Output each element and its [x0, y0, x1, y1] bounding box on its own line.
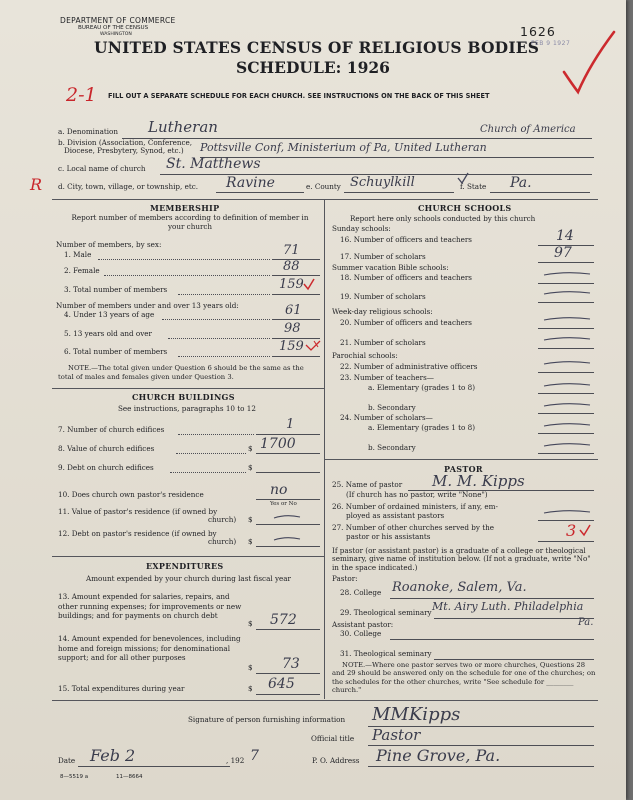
dash-mark-icon: [542, 507, 592, 517]
q13-label: 13. Amount expended for salaries, repairs, and other running expenses; for improvements or new buildings; and for payments on church debt: [58, 592, 242, 621]
q13-value: 572: [270, 612, 297, 628]
local-name-value: St. Matthews: [166, 156, 261, 172]
q10-label: 10. Does church own pastor's residence: [58, 490, 204, 499]
dash-mark-icon: [542, 288, 592, 298]
signature-label: Signature of person furnishing information: [188, 715, 346, 724]
q3-value: 159: [279, 277, 304, 292]
county-label: e. County: [306, 182, 341, 191]
q24b-label: b. Secondary: [368, 443, 416, 452]
q23a-label: a. Elementary (grades 1 to 8): [368, 383, 475, 392]
q2-label: 2. Female: [64, 266, 100, 275]
q5-value: 98: [284, 321, 301, 336]
denomination-value: Lutheran: [148, 118, 218, 136]
q13-dollar: $: [248, 619, 253, 628]
q31-label: 31. Theological seminary: [340, 649, 432, 658]
red-check-icon: [304, 339, 324, 353]
q17-label: 17. Number of scholars: [340, 252, 426, 261]
form-title: UNITED STATES CENSUS OF RELIGIOUS BODIES: [94, 38, 540, 57]
q15-value: 645: [268, 676, 295, 692]
q25-note: (If church has no pastor, write "None"): [346, 490, 488, 499]
local-name-label: c. Local name of church: [58, 164, 146, 173]
date-label: Date: [58, 756, 76, 765]
members-by-age-label: Number of members under and over 13 years old:: [56, 301, 239, 310]
q11-label-2: church): [208, 515, 237, 524]
dash-mark-icon: [542, 314, 592, 324]
q26-label: 26. Number of ordained ministers, if any, em-: [332, 502, 498, 511]
membership-note: NOTE.—The total given under Question 6 should be the same as the total of males and females given under Question 3.: [58, 364, 304, 381]
pastor-heading: PASTOR: [444, 464, 483, 474]
division-value-continued: Church of America: [480, 124, 576, 135]
q5-label: 5. 13 years old and over: [64, 329, 152, 338]
q30-label: 30. College: [340, 629, 382, 638]
expenditures-heading: EXPENDITURES: [146, 561, 224, 571]
q10-value: no: [270, 482, 288, 498]
denomination-label: a. Denomination: [58, 127, 118, 136]
city-label: d. City, town, village, or township, etc.: [58, 182, 199, 191]
q6-label: 6. Total number of members: [64, 347, 168, 356]
county-value: Schuylkill: [350, 175, 415, 190]
q17-value: 97: [554, 245, 572, 261]
dash-mark-icon: [542, 420, 592, 430]
dash-mark-icon: [542, 269, 592, 279]
red-check-icon: [578, 524, 592, 538]
q8-dollar: $: [248, 444, 253, 453]
q20-label: 20. Number of officers and teachers: [340, 318, 472, 327]
q16-value: 14: [556, 228, 574, 244]
q19-label: 19. Number of scholars: [340, 292, 426, 301]
q23-label: 23. Number of teachers—: [340, 373, 434, 382]
buildings-heading: CHURCH BUILDINGS: [132, 392, 235, 402]
members-by-sex-label: Number of members, by sex:: [56, 240, 162, 249]
dash-mark-icon: [542, 334, 592, 344]
q6-value: 159: [279, 339, 304, 354]
bureau-label: BUREAU OF THE CENSUS: [78, 25, 149, 31]
city-value: Ravine: [226, 175, 275, 191]
summer-label: Summer vacation Bible schools:: [332, 263, 449, 272]
sunday-label: Sunday schools:: [332, 224, 391, 233]
q14-value: 73: [282, 656, 300, 672]
q1-label: 1. Male: [64, 250, 92, 259]
q12-dollar: $: [248, 537, 253, 546]
pastor-note: NOTE.—Where one pastor serves two or more churches, Questions 28 and 29 should be answered only on the schedule for one of the churches; on the schedules for the other churches, write "See schedule for ________ church.": [332, 661, 596, 695]
q27-label-2: pastor or his assistants: [346, 532, 431, 541]
q25-value: M. M. Kipps: [432, 472, 525, 490]
q26-label-2: ployed as assistant pastors: [346, 511, 445, 520]
q11-dollar: $: [248, 515, 253, 524]
q7-value: 1: [286, 417, 295, 432]
q9-dollar: $: [248, 463, 253, 472]
q4-value: 61: [285, 303, 302, 318]
membership-heading: MEMBERSHIP: [150, 203, 220, 213]
q12-label-2: church): [208, 537, 237, 546]
division-label-2: Diocese, Presbytery, Synod, etc.): [64, 146, 184, 155]
dash-mark-icon: [272, 512, 302, 522]
form-number: 1626: [520, 24, 556, 39]
parochial-label: Parochial schools:: [332, 351, 398, 360]
weekday-label: Week-day religious schools:: [332, 307, 433, 316]
dash-mark-icon: [542, 358, 592, 368]
q12-label: 12. Debt on pastor's residence (if owned by: [58, 529, 217, 538]
q8-value: 1700: [260, 436, 296, 452]
q15-dollar: $: [248, 684, 253, 693]
q1-value: 71: [283, 243, 300, 258]
date-year-digit: 7: [250, 748, 259, 764]
q14-dollar: $: [248, 663, 253, 672]
q3-label: 3. Total number of members: [64, 285, 168, 294]
q16-label: 16. Number of officers and teachers: [340, 235, 472, 244]
po-address-value: Pine Grove, Pa.: [376, 746, 501, 765]
state-value: Pa.: [510, 175, 532, 191]
po-address-label: P. O. Address: [312, 756, 360, 765]
print-code-2: 11—8664: [116, 774, 143, 780]
division-label-1: b. Division (Association, Conference,: [58, 138, 193, 147]
q22-label: 22. Number of administrative officers: [340, 362, 478, 371]
q7-label: 7. Number of church edifices: [58, 425, 165, 434]
dash-mark-icon: [542, 440, 592, 450]
assistant-label: Assistant pastor:: [332, 620, 394, 629]
q27-label: 27. Number of other churches served by the: [332, 523, 495, 532]
q18-label: 18. Number of officers and teachers: [340, 273, 472, 282]
date-value: Feb 2: [90, 746, 136, 765]
q28-label: 28. College: [340, 588, 382, 597]
official-title-value: Pastor: [372, 726, 421, 744]
red-check-icon: [302, 278, 316, 292]
q29-label: 29. Theological seminary: [340, 608, 432, 617]
q14-label: 14. Amount expended for benevolences, including home and foreign missions; for denominational support; and for all other purposes: [58, 634, 241, 663]
received-stamp: FEB 9 1927: [531, 40, 571, 47]
state-label: f. State: [460, 182, 487, 191]
form-instruction: FILL OUT A SEPARATE SCHEDULE FOR EACH CHURCH. SEE INSTRUCTIONS ON THE BACK OF THIS SHEET: [108, 92, 490, 100]
q4-label: 4. Under 13 years of age: [64, 310, 155, 319]
check-icon: [456, 172, 470, 186]
division-value: Pottsville Conf, Ministerium of Pa, United Lutheran: [200, 141, 487, 154]
dash-mark-icon: [272, 534, 302, 544]
expenditures-intro: Amount expended by your church during last fiscal year: [86, 574, 291, 583]
yes-no-hint: Yes or No: [270, 501, 297, 507]
q24-label: 24. Number of scholars—: [340, 413, 433, 422]
date-year-printed: , 192: [226, 756, 245, 765]
college-note: If pastor (or assistant pastor) is a graduate of a college or theological seminary, give name of institution below. (If not a graduate, write "No" in the space indicated.): [332, 546, 591, 572]
q29-value: Mt. Airy Luth. Philadelphia: [432, 600, 584, 613]
red-r-mark: R: [30, 175, 43, 194]
dash-mark-icon: [542, 380, 592, 390]
print-code: 8—5519 a: [60, 774, 89, 780]
dash-mark-icon: [542, 400, 592, 410]
q25-label: 25. Name of pastor: [332, 480, 403, 489]
department-label: DEPARTMENT OF COMMERCE: [60, 16, 176, 25]
q21-label: 21. Number of scholars: [340, 338, 426, 347]
q24a-label: a. Elementary (grades 1 to 8): [368, 423, 475, 432]
signature-value: MMKipps: [372, 704, 461, 725]
q29-value-continued: Pa.: [578, 617, 594, 628]
schedule-title: SCHEDULE: 1926: [236, 58, 390, 77]
official-title-label: Official title: [311, 734, 355, 743]
schools-heading: CHURCH SCHOOLS: [418, 203, 512, 213]
pastor-label: Pastor:: [332, 574, 358, 583]
membership-intro: Report number of members according to definition of member in your church: [71, 213, 309, 231]
q2-value: 88: [283, 259, 300, 274]
q9-label: 9. Debt on church edifices: [58, 463, 154, 472]
red-checkmark-icon: [560, 28, 618, 98]
city-label: WASHINGTON: [100, 32, 132, 37]
q23b-label: b. Secondary: [368, 403, 416, 412]
q28-value: Roanoke, Salem, Va.: [392, 580, 527, 595]
schools-intro: Report here only schools conducted by this church: [350, 214, 536, 223]
q15-label: 15. Total expenditures during year: [58, 684, 185, 693]
q8-label: 8. Value of church edifices: [58, 444, 155, 453]
buildings-intro: See instructions, paragraphs 10 to 12: [118, 404, 256, 413]
q11-label: 11. Value of pastor's residence (if owned by: [58, 507, 218, 516]
q27-value: 3: [566, 521, 577, 540]
red-reviewer-mark: 2-1: [66, 84, 97, 106]
